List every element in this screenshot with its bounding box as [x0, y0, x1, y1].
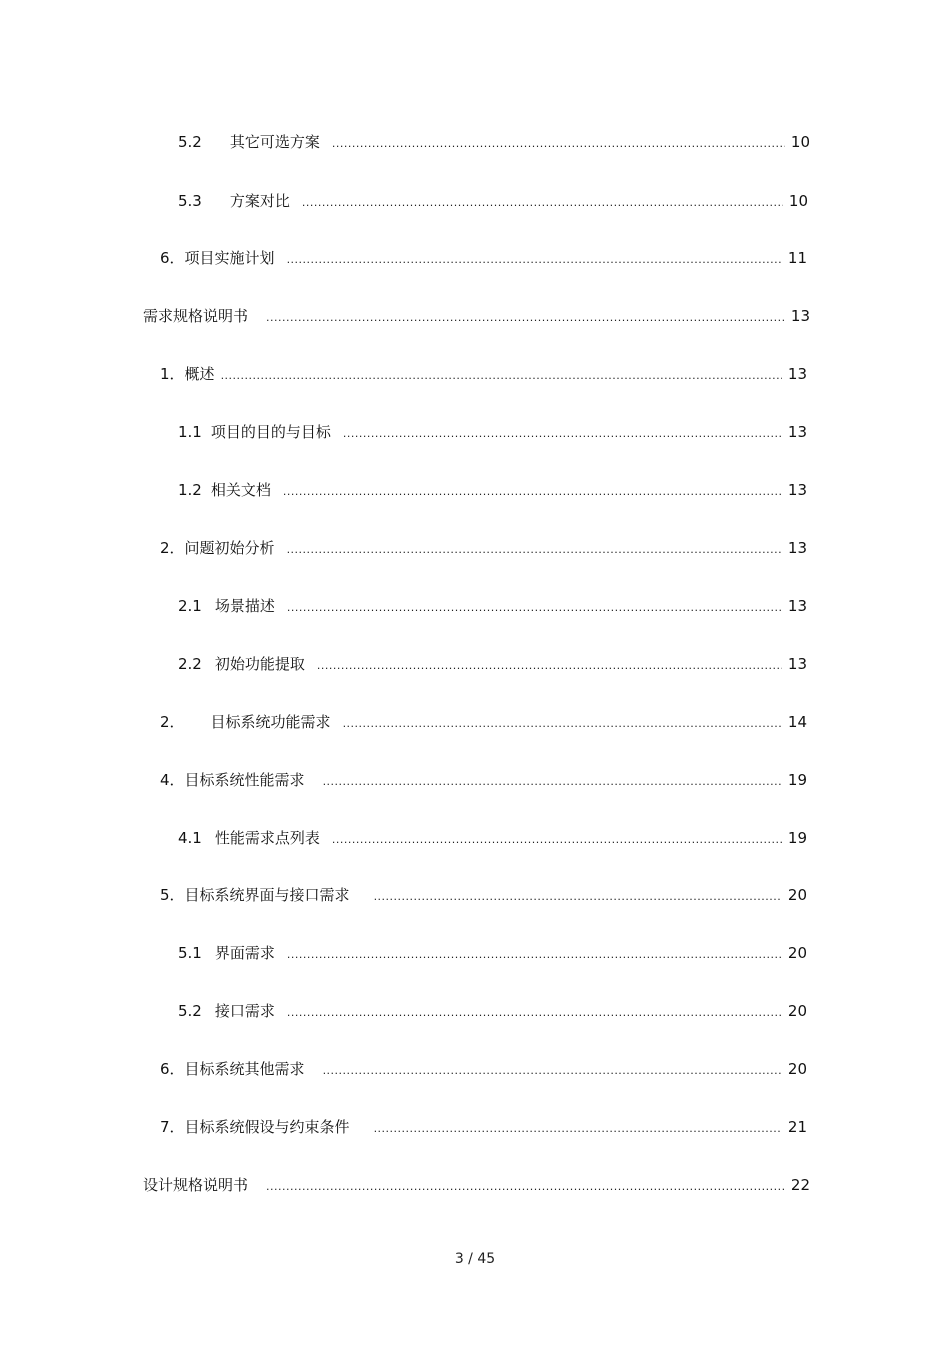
toc-entry-page: 13 — [787, 655, 807, 673]
toc-entry-4-1-performance-list[interactable] — [178, 827, 807, 849]
toc-entry-functional-requirements[interactable] — [160, 711, 807, 733]
toc-entry-page: 19 — [787, 829, 807, 847]
toc-dot-leader — [287, 249, 782, 271]
toc-entry-page: 10 — [788, 192, 808, 210]
toc-entry-number: 1． — [160, 365, 185, 383]
toc-entry-2-2-function-extraction[interactable] — [178, 653, 807, 675]
toc-entry-page: 21 — [787, 1118, 807, 1136]
toc-entry-number: 2.2 — [178, 655, 202, 673]
toc-entry-title: 目标系统性能需求 — [184, 771, 305, 789]
toc-entry-requirements-spec[interactable] — [143, 305, 810, 327]
toc-dot-leader — [302, 192, 783, 214]
toc-entry-5-interface-requirements[interactable] — [160, 884, 807, 906]
toc-entry-number: 5.3 — [178, 192, 202, 210]
toc-dot-leader — [317, 655, 782, 677]
toc-entry-number: 4． — [160, 771, 185, 789]
toc-entry-7-assumptions-constraints[interactable] — [160, 1116, 807, 1138]
toc-entry-page: 11 — [787, 249, 807, 267]
toc-dot-leader — [283, 481, 782, 503]
toc-entry-title: 目标系统假设与约束条件 — [184, 1118, 350, 1136]
toc-entry-title: 目标系统界面与接口需求 — [184, 886, 350, 904]
toc-entry-title: 设计规格说明书 — [143, 1176, 249, 1194]
toc-entry-page: 13 — [787, 423, 807, 441]
toc-entry-6-plan[interactable] — [160, 247, 807, 269]
toc-entry-title: 目标系统功能需求 — [210, 713, 331, 731]
toc-entry-title: 初始功能提取 — [214, 655, 305, 673]
toc-entry-number: 5.2 — [178, 1002, 202, 1020]
toc-dot-leader — [287, 1002, 782, 1024]
toc-entry-number: 2． — [160, 539, 185, 557]
toc-entry-number: 7． — [160, 1118, 185, 1136]
toc-entry-number: 2． — [160, 713, 185, 731]
toc-entry-1-2-related-docs[interactable] — [178, 479, 807, 501]
toc-entry-page: 10 — [790, 133, 810, 151]
toc-entry-number: 6． — [160, 1060, 185, 1078]
toc-entry-1-1-goals[interactable] — [178, 421, 807, 443]
toc-dot-leader — [266, 307, 785, 329]
toc-entry-page: 19 — [787, 771, 807, 789]
toc-entry-title: 其它可选方案 — [229, 133, 320, 151]
toc-entry-page: 13 — [787, 597, 807, 615]
toc-entry-number: 4.1 — [178, 829, 202, 847]
toc-entry-title: 方案对比 — [229, 192, 290, 210]
toc-entry-title: 接口需求 — [214, 1002, 275, 1020]
toc-entry-title: 需求规格说明书 — [143, 307, 249, 325]
toc-entry-title: 概述 — [184, 365, 215, 383]
toc-entry-2-initial-analysis[interactable] — [160, 537, 807, 559]
toc-entry-5-2-alternatives[interactable] — [178, 131, 810, 153]
toc-entry-number: 2.1 — [178, 597, 202, 615]
toc-dot-leader — [332, 133, 785, 155]
toc-entry-6-other-requirements[interactable] — [160, 1058, 807, 1080]
toc-dot-leader — [221, 365, 782, 387]
toc-entry-2-1-scenario[interactable] — [178, 595, 807, 617]
toc-entry-title: 相关文档 — [210, 481, 271, 499]
toc-dot-leader — [343, 713, 782, 735]
toc-entry-page: 20 — [787, 886, 807, 904]
toc-entry-number: 1.2 — [178, 481, 202, 499]
toc-entry-page: 13 — [787, 481, 807, 499]
toc-dot-leader — [343, 423, 782, 445]
toc-dot-leader — [266, 1176, 785, 1198]
toc-entry-number: 5.2 — [178, 133, 202, 151]
toc-dot-leader — [287, 539, 782, 561]
toc-dot-leader — [287, 944, 782, 966]
toc-entry-page: 13 — [787, 365, 807, 383]
toc-dot-leader — [287, 597, 782, 619]
toc-entry-title: 问题初始分析 — [184, 539, 275, 557]
toc-entry-title: 场景描述 — [214, 597, 275, 615]
toc-entry-page: 14 — [787, 713, 807, 731]
toc-entry-page: 22 — [790, 1176, 810, 1194]
toc-entry-page: 20 — [787, 944, 807, 962]
toc-entry-number: 1.1 — [178, 423, 202, 441]
toc-entry-5-1-ui-requirements[interactable] — [178, 942, 807, 964]
toc-entry-page: 13 — [787, 539, 807, 557]
toc-entry-page: 20 — [787, 1002, 807, 1020]
toc-entry-number: 5． — [160, 886, 185, 904]
toc-entry-title: 项目实施计划 — [184, 249, 275, 267]
toc-dot-leader — [323, 771, 782, 793]
toc-dot-leader — [374, 886, 782, 908]
toc-entry-4-performance-requirements[interactable] — [160, 769, 807, 791]
toc-entry-title: 性能需求点列表 — [214, 829, 320, 847]
toc-dot-leader — [323, 1060, 782, 1082]
toc-entry-title: 界面需求 — [214, 944, 275, 962]
toc-entry-page: 20 — [787, 1060, 807, 1078]
toc-dot-leader — [374, 1118, 782, 1140]
toc-entry-page: 13 — [790, 307, 810, 325]
toc-entry-number: 6． — [160, 249, 185, 267]
toc-entry-design-spec[interactable] — [143, 1174, 810, 1196]
toc-entry-number: 5.1 — [178, 944, 202, 962]
toc-entry-5-3-comparison[interactable] — [178, 190, 808, 212]
page-number-footer: 3 / 45 — [454, 1251, 496, 1267]
toc-dot-leader — [332, 829, 782, 851]
toc-entry-1-overview[interactable] — [160, 363, 807, 385]
toc-entry-title: 目标系统其他需求 — [184, 1060, 305, 1078]
toc-entry-5-2-api-requirements[interactable] — [178, 1000, 807, 1022]
toc-entry-title: 项目的目的与目标 — [210, 423, 331, 441]
